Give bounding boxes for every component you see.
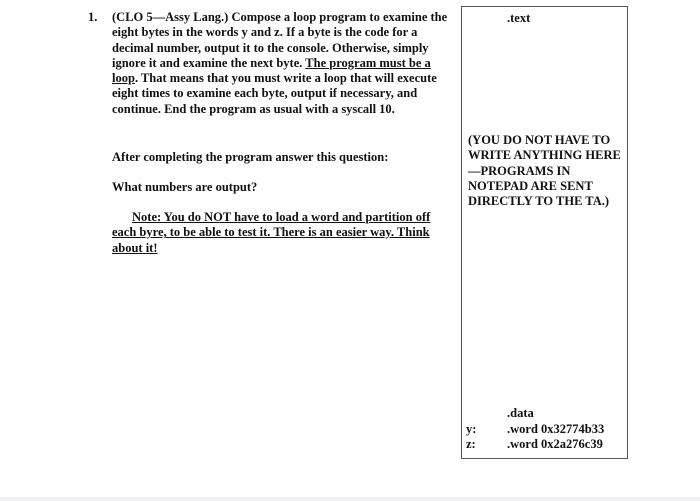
question-text-part2: . That means that you must write a loop that will execute eight times to examine each byte, output if necessary, and continue. End the program as usual with a syscall 10. — [112, 71, 437, 116]
data-label: z: — [466, 437, 476, 451]
question-block — [88, 10, 458, 117]
data-word-value: .word 0x32774b33 — [507, 421, 605, 436]
loop-requirement: The program must be a loop — [112, 55, 431, 86]
note-text: Note: You do NOT have to load a word and partition off each byre, to be able to test it. There is an easier way. Think about it! — [112, 210, 431, 255]
data-directive: .data — [507, 406, 534, 420]
data-word-row — [466, 422, 604, 438]
page-bottom-edge — [0, 497, 700, 501]
question-text — [112, 10, 458, 117]
question-number: 1. — [88, 10, 98, 24]
code-answer-box — [461, 6, 628, 459]
data-word-row — [466, 437, 604, 453]
data-label: y: — [466, 421, 477, 436]
question-text-part1: (CLO 5—Assy Lang.) Compose a loop program to examine the eight bytes in the words y and z. If a byte is the code for a decimal number, output it to the console. Otherwise, simply ignore it and examine the next byte. — [112, 10, 448, 70]
data-section — [466, 406, 604, 453]
data-word-value: .word 0x2a276c39 — [507, 437, 603, 451]
code-box-instructions: (YOU DO NOT HAVE TO WRITE ANYTHING HERE—PROGRAMS IN NOTEPAD ARE SENT DIRECTLY TO THE TA.) — [468, 133, 621, 209]
follow-up-prompt: What numbers are output? — [112, 180, 258, 194]
follow-up-instruction: After completing the program answer this question: — [112, 150, 389, 164]
text-directive: .text — [507, 11, 531, 25]
